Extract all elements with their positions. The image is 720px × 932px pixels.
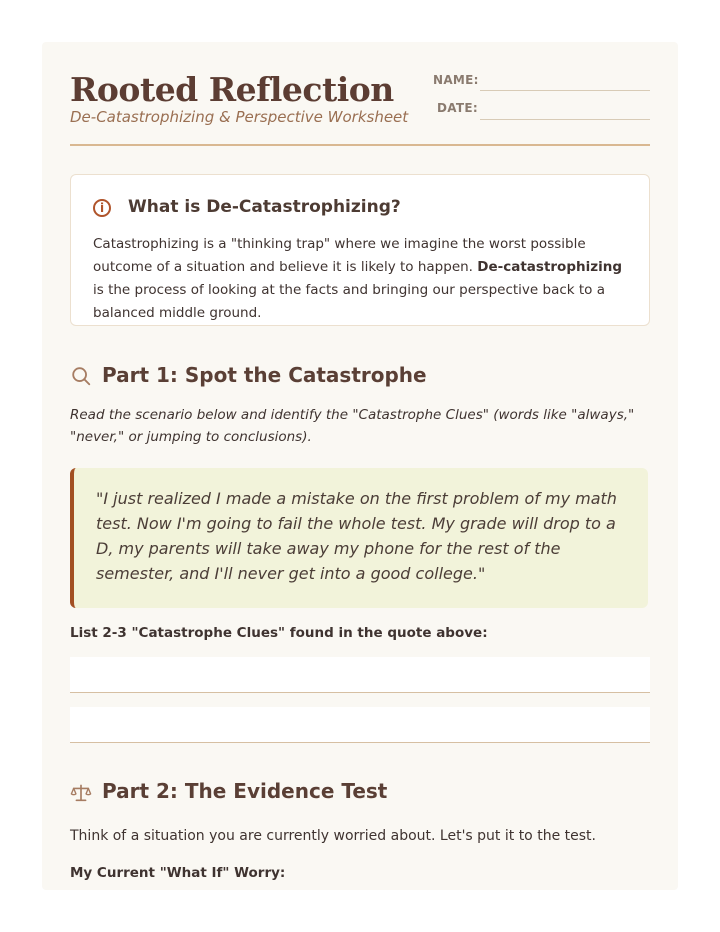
info-heading: What is De-Catastrophizing? xyxy=(128,197,401,217)
clue-answer-field-2[interactable] xyxy=(70,707,650,743)
scenario-quote-text: "I just realized I made a mistake on the first problem of my math test. Now I'm going to fail the whole test. My grade will drop to a D, my parents will take away my phone for the rest of the semester, and I'll never get into a good college." xyxy=(96,489,617,583)
clues-label: List 2-3 "Catastrophe Clues" found in the quote above: xyxy=(70,625,488,641)
info-body xyxy=(93,233,633,325)
part1-heading: Part 1: Spot the Catastrophe xyxy=(102,363,427,387)
part2-heading: Part 2: The Evidence Test xyxy=(102,779,388,803)
name-field[interactable] xyxy=(480,90,650,91)
part2-intro: Think of a situation you are currently worried about. Let's put it to the test. xyxy=(70,828,596,844)
clue-answer-field-1[interactable] xyxy=(70,657,650,693)
worksheet-title: Rooted Reflection xyxy=(70,70,394,109)
part1-instructions: Read the scenario below and identify the "Catastrophe Clues" (words like "always," "never," or jumping to conclusions). xyxy=(70,407,635,445)
scales-icon xyxy=(70,782,92,804)
search-icon xyxy=(70,365,92,387)
name-label: NAME: xyxy=(433,73,479,87)
worksheet-page xyxy=(42,42,678,890)
scenario-quote xyxy=(70,468,648,608)
date-label: DATE: xyxy=(437,101,478,115)
date-field[interactable] xyxy=(480,119,650,120)
info-circle-icon: i xyxy=(93,199,111,217)
header-divider xyxy=(70,144,650,146)
worry-label: My Current "What If" Worry: xyxy=(70,865,286,881)
info-card xyxy=(70,174,650,326)
worksheet-subtitle: De-Catastrophizing & Perspective Worksheet xyxy=(70,108,409,126)
info-body-text: Catastrophizing is a "thinking trap" where we imagine the worst possible outcome of a situation and believe it is likely to happen. xyxy=(93,236,586,275)
info-body-bold: De-catastrophizing xyxy=(477,259,622,275)
info-body-text-end: is the process of looking at the facts and bringing our perspective back to a balanced middle ground. xyxy=(93,282,606,321)
